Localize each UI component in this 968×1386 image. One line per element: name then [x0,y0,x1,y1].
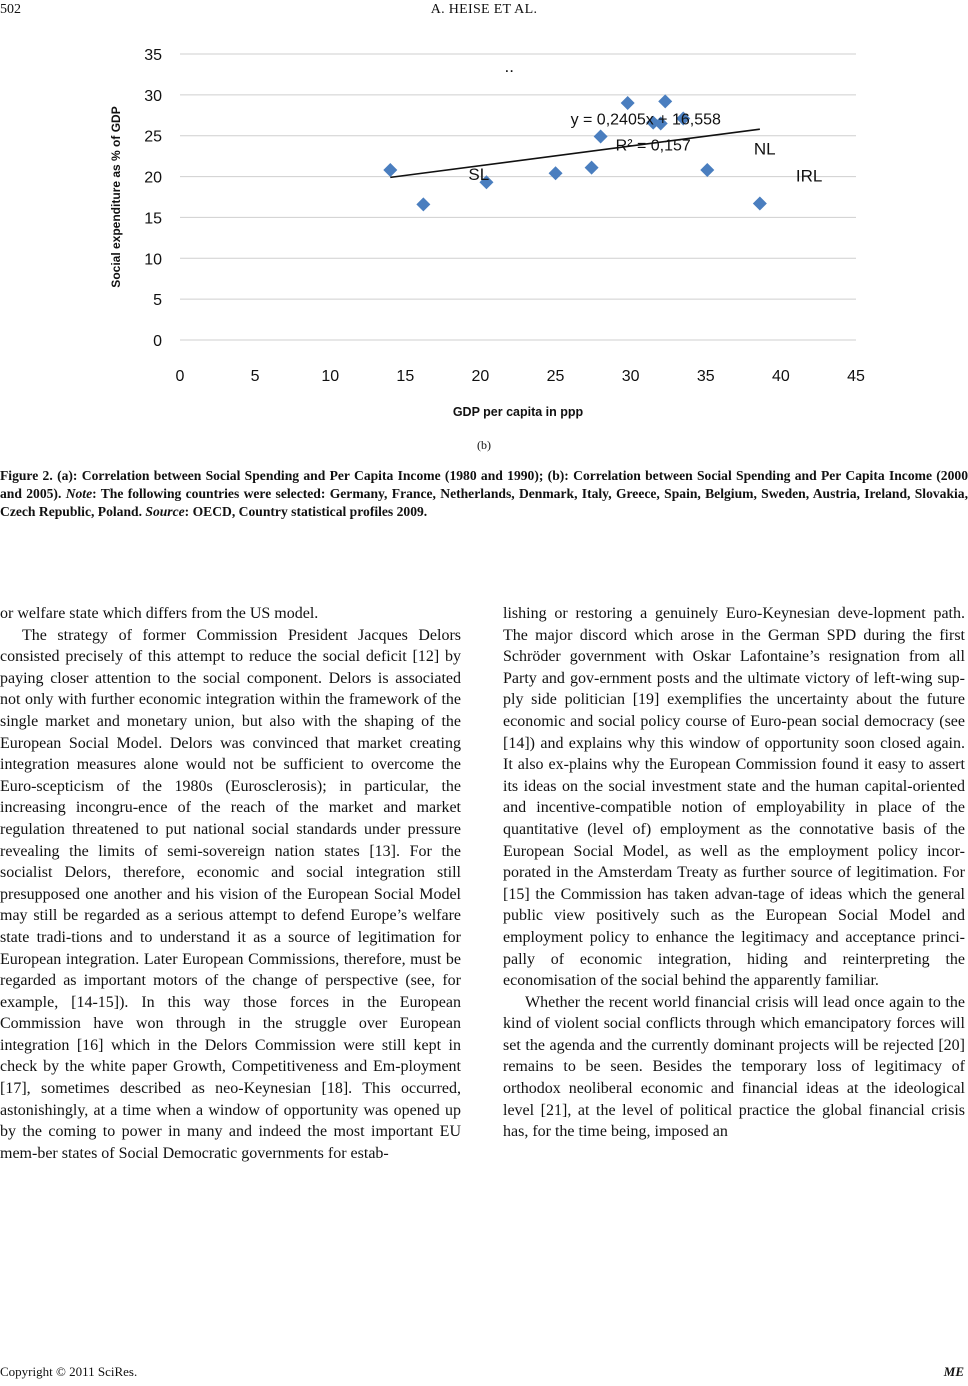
caption-note-label: Note [65,486,93,501]
x-tick-label: 25 [546,368,565,385]
caption-label: Figure 2. [0,468,53,483]
right-column [503,603,965,1143]
y-tick-label: 0 [153,333,162,350]
y-tick-label: 5 [153,292,162,310]
scatter-chart [100,40,880,430]
paragraph: Whether the recent world financial crisis will lead once again to the kind of violent social conflicts through which emancipatory forces will set the agenda and the currently dominant projects will be rejected [20] remains to be seen. Besides the temporary loss of legitimacy of orthodox neoliberal economic and financial ideas at the ideological level [21], at the level of political practice the global financial crisis has, for the time being, imposed an [503,993,965,1141]
data-point [658,94,672,108]
journal-abbrev: ME [943,1364,964,1379]
data-point [416,197,430,211]
data-point [594,130,608,144]
x-tick-label: 45 [847,368,865,385]
x-tick-label: 20 [471,368,490,385]
y-tick-label: 20 [144,169,162,187]
running-authors: A. HEISE ET AL. [430,2,538,17]
trend-equation: y = 0,2405x + 16,558 [570,111,721,129]
y-tick-label: 25 [144,128,162,146]
x-tick-label: 35 [696,368,715,385]
copyright-notice: Copyright © 2011 SciRes. [0,1364,138,1379]
point-annotation: SL [468,164,490,184]
y-tick-label: 10 [144,251,162,269]
paragraph: or welfare state which differs from the US model. [0,605,319,622]
y-tick-label: 15 [144,210,162,228]
point-annotation: IRL [795,166,823,186]
chart-gridlines [180,54,856,340]
data-point [621,96,635,110]
y-tick-label: 35 [144,47,162,64]
figure-caption [0,467,968,521]
y-tick-labels [144,47,162,350]
data-point [753,197,767,211]
data-point [585,161,599,175]
r-squared-label: R² = 0,157 [615,137,691,155]
data-point [549,166,563,180]
caption-source-text: : OECD, Country statistical profiles 2009. [184,504,428,519]
x-tick-label: 40 [771,368,790,385]
point-annotation: NL [753,139,776,159]
x-tick-labels [176,368,865,385]
x-tick-label: 15 [396,368,415,385]
page-number: 502 [0,2,21,17]
y-tick-label: 30 [144,87,162,105]
x-tick-label: 5 [250,368,260,385]
paragraph: lishing or restoring a genuinely Euro-Keynesian deve-lopment path. The major discord which arose in the German SPD during the first Schröder government with Oskar Lafontaine’s resignation from all Party and gov-ernment posts and the ultimate victory of left-wing sup-ply side politician [19] exemplifies the uncertainty about the future economic and social policy course of Euro-pean social democracy (see [14]) and explains why this window of opportunity soon closed again. It also ex-plains why the European Commission found it easy to assert its ideas on the social investment state and the human capital-oriented and incentive-compatible notion of employability in place of the quantitative (level of) employment as the connotative basis of the European Social Model, as well as the employment policy incor-porated in the Amsterdam Treaty as further source of legitimation. For [15] the Commission has taken advan-tage of ideas which the general public view positively such as the European Social Model and employment policy to enhance the legitimacy and acceptance princi-pally of economic integration, hiding and reinterpreting the economisation of the social behind the apparently familiar. [503,605,965,990]
caption-note-text: : The following countries were selected: Germany, France, Netherlands, Denmark, Italy, Greece, Spain, Belgium, Sweden, Austria, Ireland, Slovakia, Czech Republic, Poland. [0,486,968,519]
data-point [383,163,397,177]
left-column [0,603,461,1164]
x-tick-label: 30 [621,368,640,385]
x-tick-label: 0 [175,368,185,385]
x-axis-label: GDP per capita in ppp [452,405,584,419]
figure-sublabel: (b) [477,438,491,452]
x-tick-label: 10 [321,368,340,385]
caption-source-label: Source [145,504,185,519]
y-axis-label: Social expenditure as % of GDP [109,106,123,288]
running-header [0,2,968,22]
caption-text: (a): Correlation between Social Spending and Per Capita Income (1980 and 1990); (b): Correlation between Social Spending and Per Capita Income (2000 and 2005). [0,468,968,501]
paragraph: The strategy of former Commission President Jacques Delors consisted precisely of this attempt to reduce the social deficit [12] by paying closer attention to the social component. Delors is associated not only with further economic integration within the framework of the single market and monetary union, but also with the shaping of the European Social Model. Delors was convinced that market creating integration measures alone would not be sufficient to overcome the Euro-scepticism of the 1980s (Eurosclerosis); in particular, the increasing incongru-ence of the reach of the market and market regulation threatened to put national social standards under pressure revealing the limits of semi-sovereign nation states [13]. For the socialist Delors, therefore, economic and social integration still presupposed one another and his vision of the European Social Model may still be regarded as a serious attempt to defend Europe’s welfare state tradi-tions and to understand it as a source of legitimation for European integration. Later European Commissions, therefore, must be regarded as important motors of the change of perspective (see, for example, [14-15]). In this way those forces in the European Commission have won through in the struggle over European integration [16] which in the Delors Commission were still kept in check by the white paper Growth, Competitiveness and Em-ployment [17], sometimes described as neo-Keynesian [18]. This occurred, astonishingly, at a time when a window of opportunity was opened up by the coming to power in many and indeed the most important EU mem-ber states of Social Democratic governments for estab- [0,626,461,1162]
data-point [700,163,714,177]
page-footer [0,1364,968,1382]
point-annotation: .. [504,56,514,76]
